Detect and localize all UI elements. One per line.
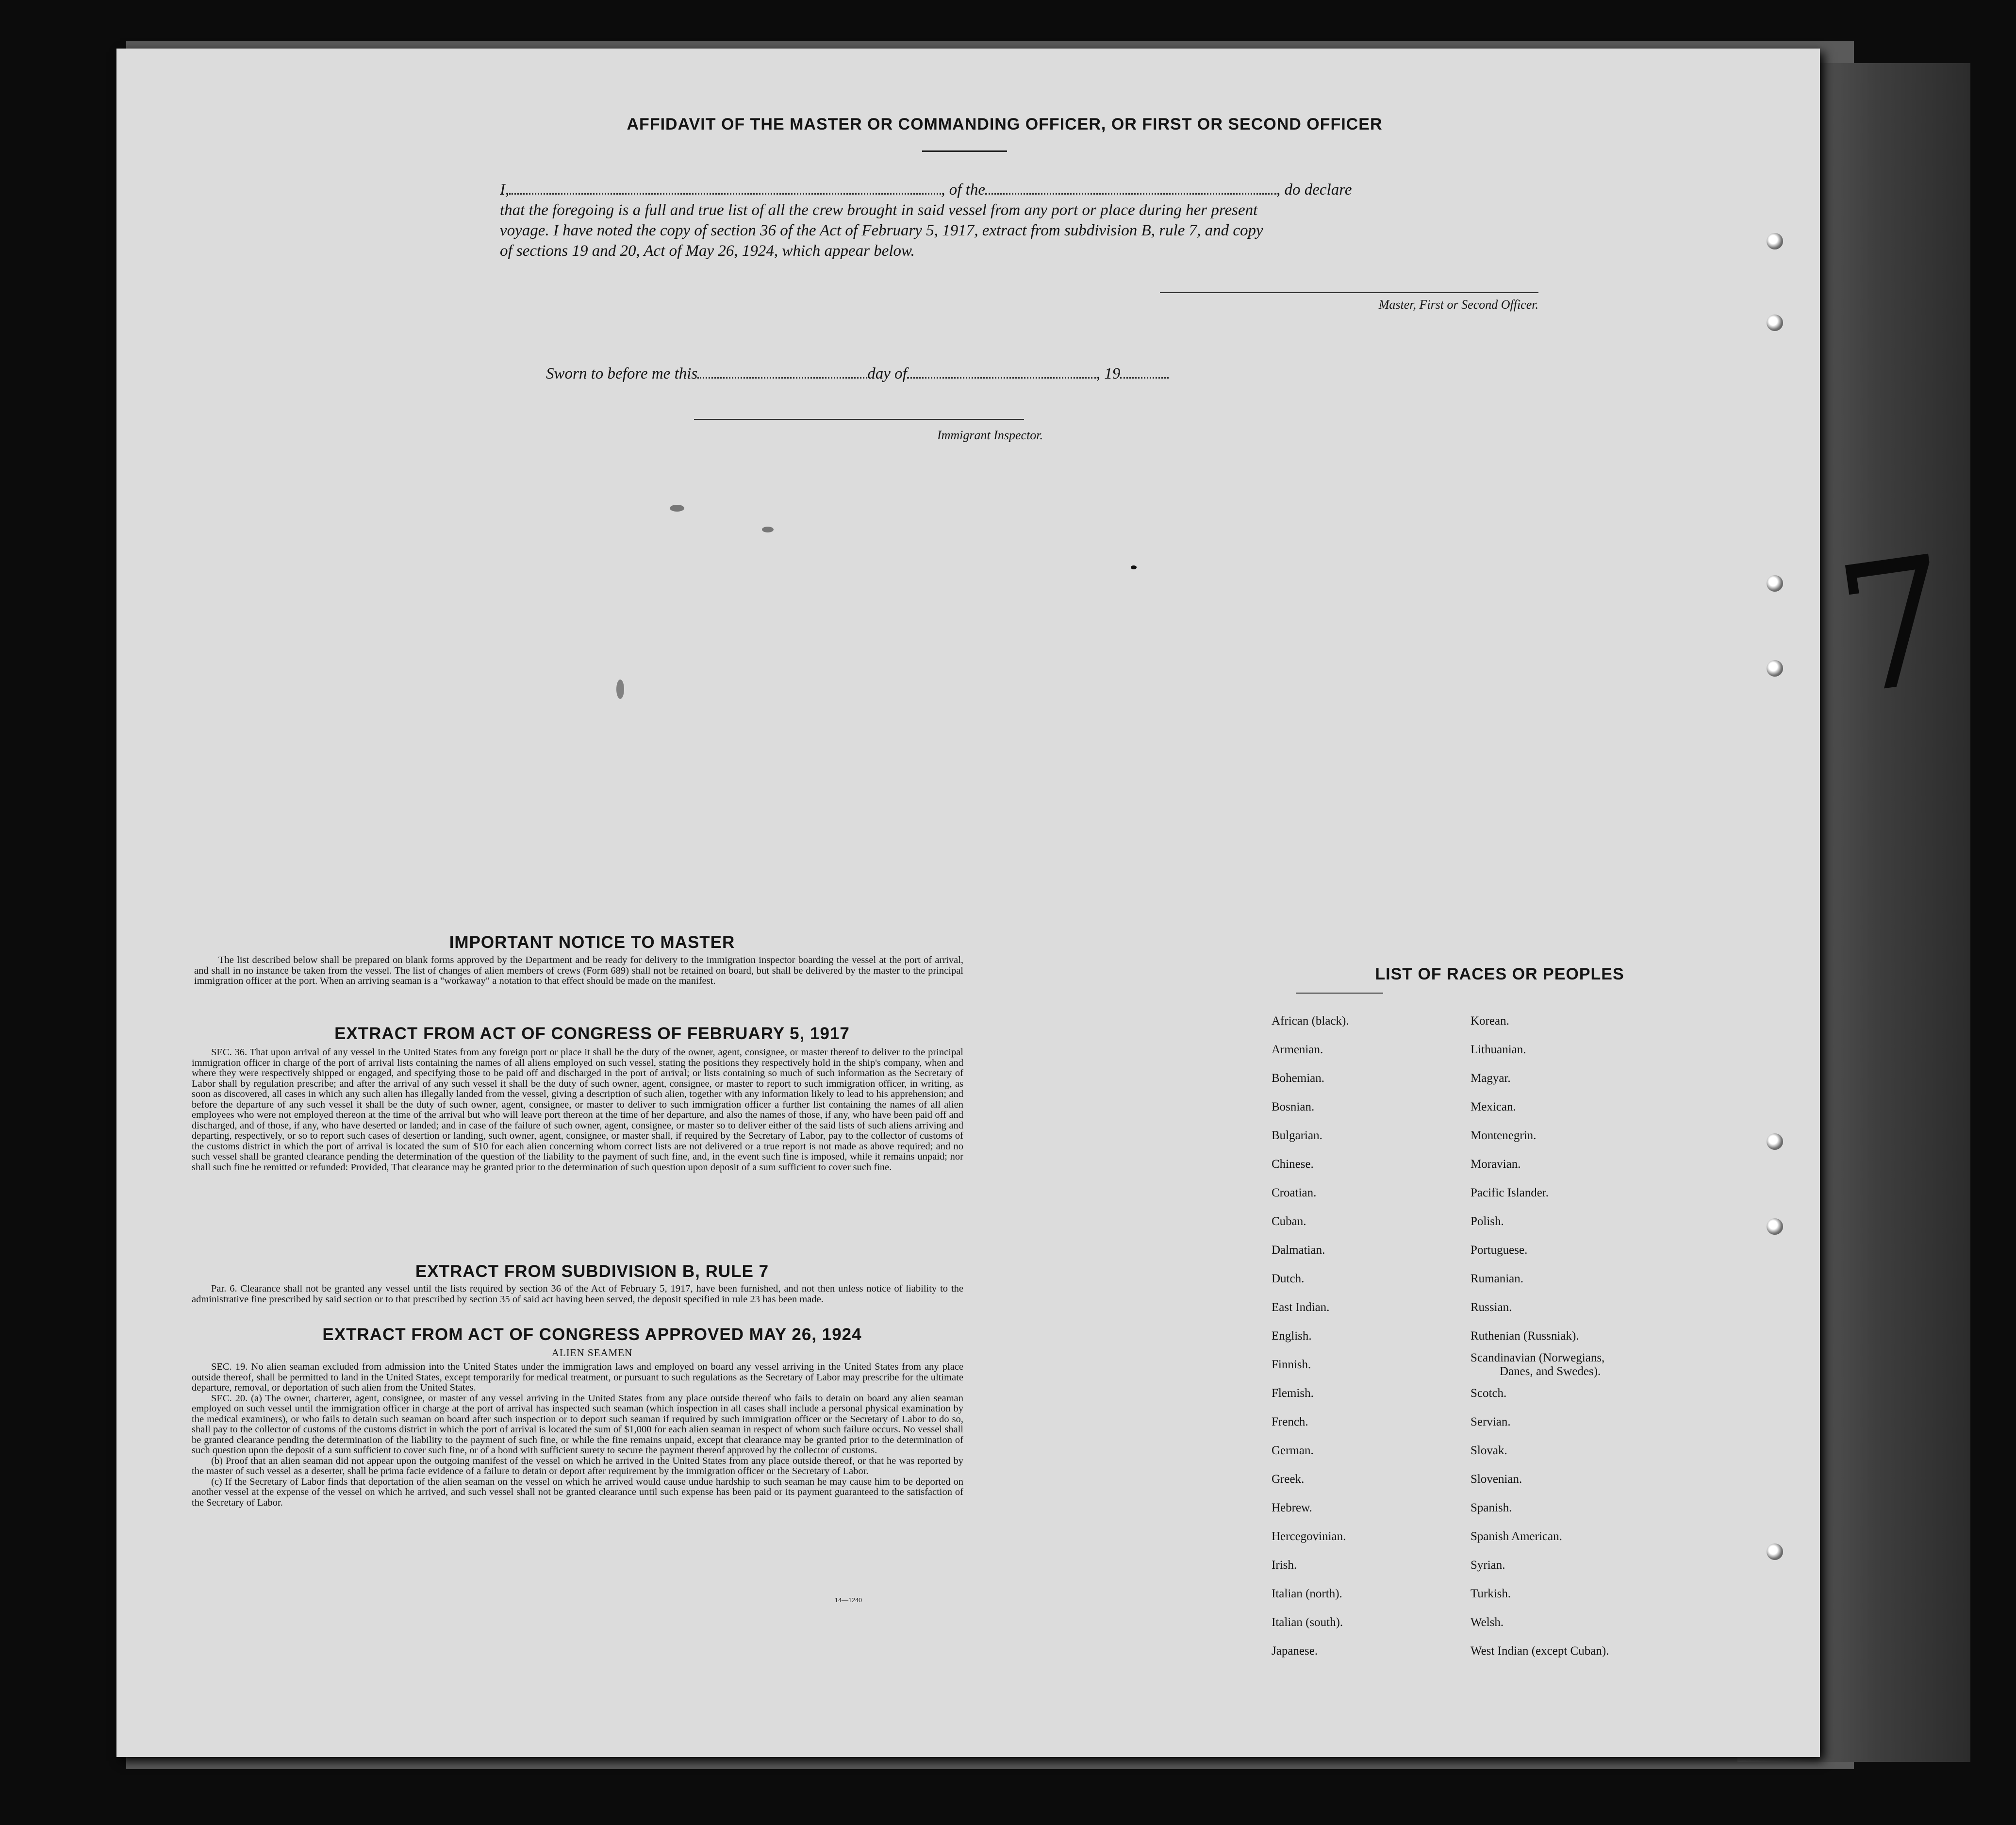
sec-20b-text: (b) Proof that an alien seaman did not appear upon the outgoing manifest of the vessel on which he arrived in the United States from any place outside thereof, or that he was reported by the master of such vessel as a deserter, shall be prima facie evidence of a failure to detain or deport after requirement by the immigration officer or the Secretary of Labor. (192, 1455, 963, 1477)
race-item: African (black). (1272, 1014, 1349, 1028)
binder-hole (1767, 1218, 1783, 1235)
race-item: Spanish. (1471, 1501, 1512, 1514)
notice-text: The list described below shall be prepared on blank forms approved by the Department and be ready for delivery to the immigration inspector boarding the vessel at the port of arrival, and shall in no instance be taken from the vessel. The list of changes of alien members of crews (Form 689) shall not be retained on board, but shall be delivered by the master to the principal immigration officer at the port. When an arriving seaman is a "workaway" a notation to that effect should be made on the manifest. (194, 955, 963, 986)
race-item: Scandinavian (Norwegians, (1471, 1351, 1605, 1364)
race-item: Lithuanian. (1471, 1043, 1526, 1056)
affidavit-text (500, 180, 1577, 261)
sec-20c-text: (c) If the Secretary of Labor finds that deportation of the alien seaman on the vessel on which he arrived would cause undue hardship to such seaman he may cause him to be deported on another vessel at the expense of the vessel on which he arrived, and such vessel shall not be granted clearance until such expense has been paid or its payment guaranteed to the satisfaction of the Secretary of Labor. (192, 1476, 963, 1508)
race-item: Servian. (1471, 1415, 1511, 1428)
signature-caption: Master, First or Second Officer. (1378, 298, 1538, 312)
race-item: Irish. (1272, 1559, 1297, 1572)
affidavit-line-3: voyage. I have noted the copy of section 36 of the Act of February 5, 1917, extract from subdivision B, rule 7, and copy (500, 222, 1263, 239)
smudge (762, 527, 774, 532)
race-item: Scotch. (1471, 1387, 1507, 1400)
handwritten-mark: 7 (1825, 517, 1965, 734)
race-item: Hebrew. (1272, 1501, 1312, 1514)
document-page (116, 49, 1820, 1757)
affidavit-title: AFFIDAVIT OF THE MASTER OR COMMANDING OFFICER, OR FIRST OR SECOND OFFICER (627, 115, 1383, 133)
form-number: 14—1240 (835, 1597, 862, 1604)
race-item: Dalmatian. (1272, 1244, 1325, 1257)
race-item: Japanese. (1272, 1644, 1318, 1658)
race-item: Rumanian. (1471, 1272, 1524, 1285)
notice-title: IMPORTANT NOTICE TO MASTER (449, 933, 735, 952)
alien-seamen-subtitle: ALIEN SEAMEN (551, 1347, 633, 1359)
binder-hole (1767, 660, 1783, 677)
sec-19-text: SEC. 19. No alien seaman excluded from admission into the United States under the immigration laws and employed on board any vessel arriving in the United States from any place outside thereof, shall be permitted to land in the United States, except temporarily for medical treatment, or pursuant to such regulations as the Secretary of Labor may prescribe for the ultimate departure, removal, or deportation of such alien from the United States. (192, 1361, 963, 1393)
race-item: Italian (north). (1272, 1587, 1342, 1600)
race-item: Bulgarian. (1272, 1129, 1322, 1142)
act-1924-text (192, 1362, 963, 1508)
race-item: West Indian (except Cuban). (1471, 1644, 1609, 1658)
sec-20a-text: SEC. 20. (a) The owner, charterer, agent, consignee, or master of any vessel arriving in the United States from any place outside thereof who fails to detain on board any alien seaman employed on such vessel until the immigration officer in charge at the port of arrival has inspected such seaman (which inspection in all cases shall include a personal physical examination by the medical examiners), or who fails to detain such seaman on board after such inspection or to deport such seaman if required by such immigration officer or the Secretary of Labor to do so, shall pay to the collector of customs of the customs district in which the port of arrival is located the sum of $1,000 for each alien seaman in respect of whom such failure occurs. No vessel shall be granted clearance pending the determination of the liability to the payment of such fine, or while the fine remains unpaid, except that clearance may be granted prior to the determination of such question upon the deposit of a sum sufficient to cover such fine, or of a bond with sufficient surety to secure the payment thereof approved by the collector of customs. (192, 1393, 963, 1456)
binder-hole (1767, 1133, 1783, 1150)
smudge (1131, 565, 1137, 569)
race-item: Polish. (1471, 1215, 1504, 1228)
inspector-line (694, 419, 1024, 420)
sworn-line: Sworn to before me this day of , 19 (546, 365, 1371, 383)
race-item: Hercegovinian. (1272, 1530, 1346, 1543)
race-item: English. (1272, 1329, 1312, 1343)
race-item: Welsh. (1471, 1616, 1504, 1629)
race-item: Syrian. (1471, 1559, 1505, 1572)
signature-line (1160, 292, 1538, 293)
race-item: German. (1272, 1444, 1314, 1457)
race-item: Bosnian. (1272, 1100, 1315, 1113)
race-item: Spanish American. (1471, 1530, 1562, 1543)
race-item: Russian. (1471, 1301, 1512, 1314)
race-item: Montenegrin. (1471, 1129, 1537, 1142)
race-item: Mexican. (1471, 1100, 1516, 1113)
race-item: Chinese. (1272, 1158, 1314, 1171)
act-1917-title: EXTRACT FROM ACT OF CONGRESS OF FEBRUARY 5, 1917 (334, 1024, 850, 1043)
race-item: Pacific Islander. (1471, 1186, 1549, 1199)
race-item: Slovenian. (1471, 1473, 1522, 1486)
affidavit-line-4: of sections 19 and 20, Act of May 26, 1924, which appear below. (500, 242, 915, 260)
race-item: Moravian. (1471, 1158, 1521, 1171)
race-item: Dutch. (1272, 1272, 1305, 1285)
race-item: Flemish. (1272, 1387, 1314, 1400)
race-item: Slovak. (1471, 1444, 1507, 1457)
binder-hole (1767, 575, 1783, 592)
smudge (616, 680, 624, 699)
binder-hole (1767, 1543, 1783, 1560)
affidavit-line-2: that the foregoing is a full and true list of all the crew brought in said vessel from any port or place during her present (500, 201, 1258, 219)
race-item: East Indian. (1272, 1301, 1330, 1314)
race-item-continuation: Danes, and Swedes). (1500, 1365, 1601, 1378)
binder-hole (1767, 315, 1783, 331)
rule-7-title: EXTRACT FROM SUBDIVISION B, RULE 7 (415, 1262, 769, 1281)
race-item: Greek. (1272, 1473, 1305, 1486)
race-item: Magyar. (1471, 1072, 1511, 1085)
race-item: Cuban. (1272, 1215, 1306, 1228)
race-item: French. (1272, 1415, 1308, 1428)
races-rule (1296, 993, 1383, 994)
smudge (670, 505, 684, 512)
binder-hole (1767, 233, 1783, 249)
act-1924-title: EXTRACT FROM ACT OF CONGRESS APPROVED MAY 26, 1924 (322, 1325, 862, 1344)
races-title: LIST OF RACES OR PEOPLES (1375, 965, 1624, 983)
race-item: Italian (south). (1272, 1616, 1343, 1629)
race-item: Bohemian. (1272, 1072, 1325, 1085)
race-item: Croatian. (1272, 1186, 1317, 1199)
race-item: Armenian. (1272, 1043, 1323, 1056)
title-rule (922, 150, 1007, 152)
race-item: Korean. (1471, 1014, 1509, 1028)
race-item: Portuguese. (1471, 1244, 1528, 1257)
inspector-caption: Immigrant Inspector. (937, 428, 1043, 442)
act-1917-text: SEC. 36. That upon arrival of any vessel in the United States from any foreign port or place it shall be the duty of the owner, agent, consignee, or master thereof to deliver to the principal immigration officer in charge of the port of arrival lists containing the names of all aliens employed on such vessel, stating the positions they respectively hold in the ship's company, when and where they were respectively shipped or engaged, and specifying those to be paid off and discharged in the port of arrival; or lists containing so much of such information as the Secretary of Labor shall by regulation prescribe; and after the arrival of any such vessel it shall be the duty of such owner, agent, consignee, or master to report to such immigration officer, in writing, as soon as discovered, all cases in which any such alien has illegally landed from the vessel, giving a description of such alien, together with any information likely to lead to his apprehension; and before the departure of any such vessel it shall be the duty of such owner, agent, consignee, or master to deliver to such immigration officer a further list containing the names of all alien employees who were not employed thereon at the time of the arrival but who will leave port thereon at the time of her departure, and also the names of those, if any, who have been paid off and discharged, and of those, if any, who have deserted or landed; and in case of the failure of such owner, agent, consignee, or master so to deliver either of the said lists of such aliens arriving and departing, respectively, or so to report such cases of desertion or landing, such owner, agent, consignee, or master shall, if required by the Secretary of Labor, pay to the collector of customs of the customs district in which the port of arrival is located the sum of $10 for each alien concerning whom correct lists are not delivered or a true report is not made as above required; and no such vessel shall be granted clearance pending the determination of the question of the liability to the payment of such fine, and, in the event such fine is imposed, while it remains unpaid; nor shall such fine be remitted or refunded: Provided, That clearance may be granted prior to the determination of such question upon deposit of a sum sufficient to cover such fine. (192, 1047, 963, 1173)
race-item: Turkish. (1471, 1587, 1511, 1600)
affidavit-line-1: I, , of the , do declare (500, 181, 1352, 199)
race-item: Ruthenian (Russniak). (1471, 1329, 1579, 1343)
rule-7-text: Par. 6. Clearance shall not be granted any vessel until the lists required by section 36 of the Act of February 5, 1917, have been furnished, and not then unless notice of liability to the administrative fine prescribed by said section or to that prescribed by section 35 of said act having been served, the deposit specified in rule 23 has been made. (192, 1283, 963, 1305)
race-item: Finnish. (1272, 1358, 1311, 1371)
